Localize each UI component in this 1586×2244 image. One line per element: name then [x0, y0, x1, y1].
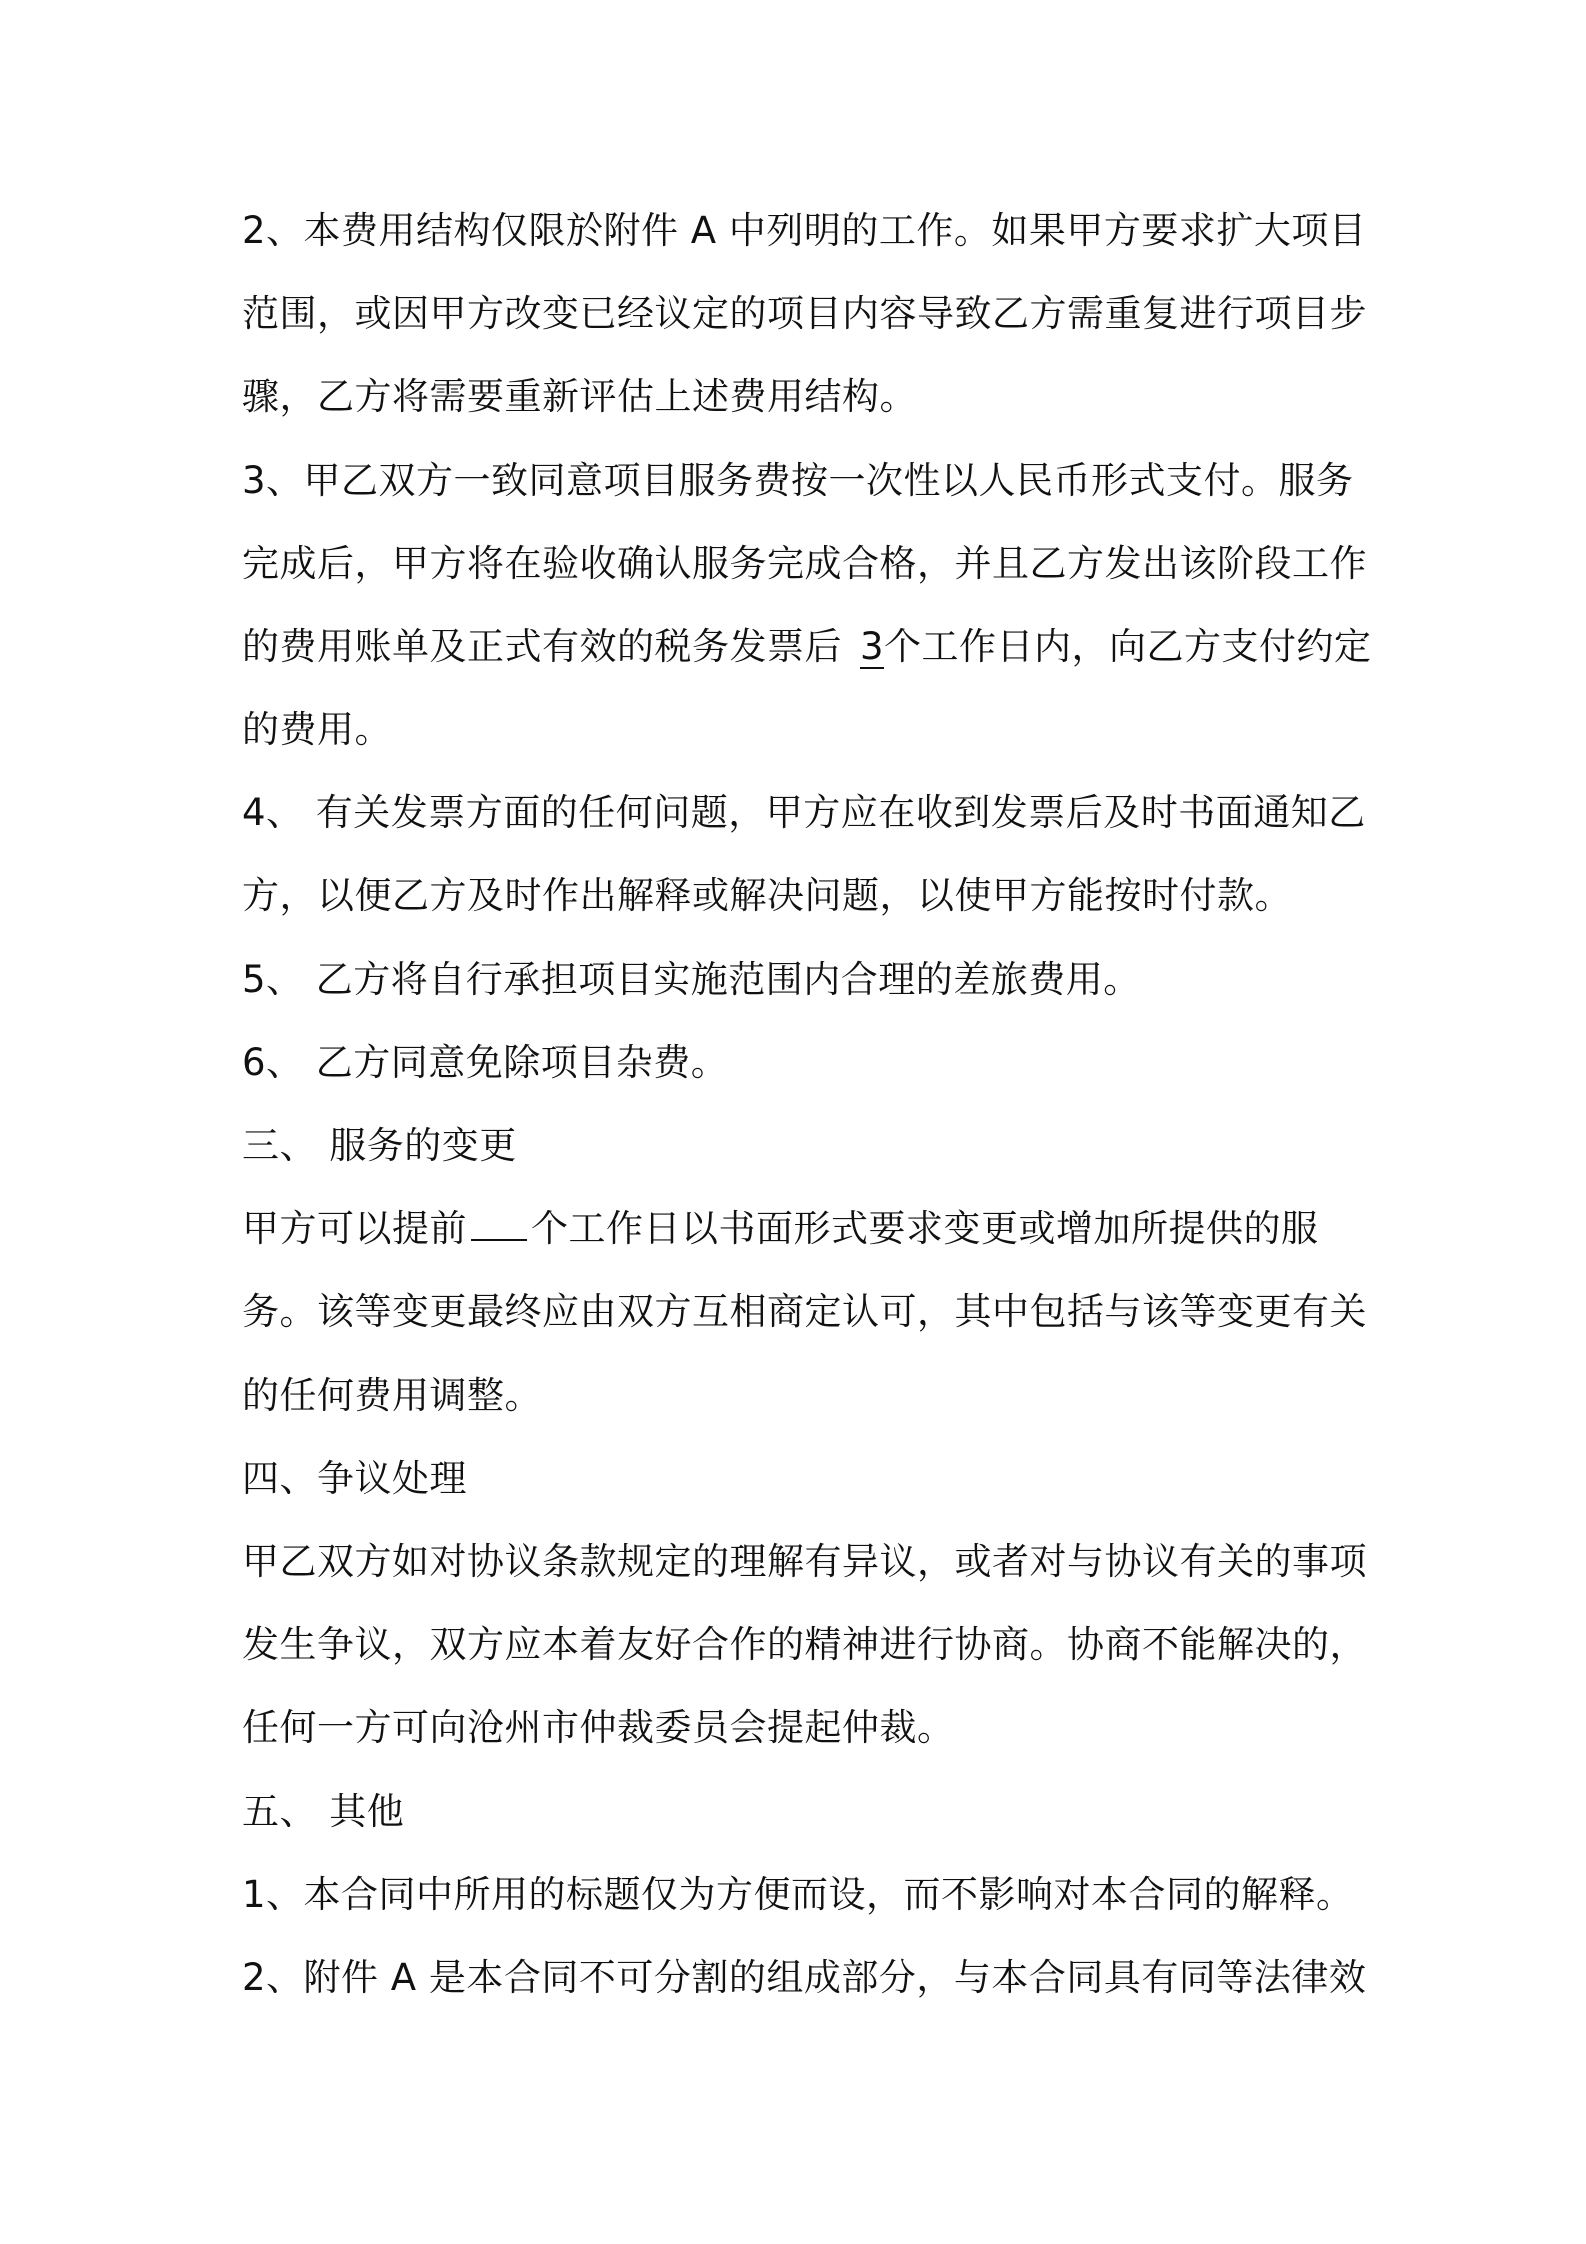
paragraph-line: 2、本费用结构仅限於附件 A 中列明的工作。如果甲方要求扩大项目: [242, 209, 1367, 252]
blank-field: [471, 1203, 527, 1241]
section-heading: 五、 其他: [242, 1790, 405, 1833]
line-text: 个工作日以书面形式要求变更或增加所提供的服: [531, 1207, 1319, 1250]
section-heading: 三、 服务的变更: [242, 1124, 517, 1167]
paragraph-line: 任何一方可向沧州市仲裁委员会提起仲裁。: [242, 1706, 955, 1749]
paragraph-line: [242, 1203, 1362, 1255]
paragraph-line: 发生争议，双方应本着友好合作的精神进行协商。协商不能解决的，: [242, 1623, 1367, 1666]
line-text: 甲方可以提前: [242, 1207, 467, 1250]
paragraph-line: 骤，乙方将需要重新评估上述费用结构。: [242, 375, 917, 418]
section-heading: 四、争议处理: [242, 1457, 467, 1500]
line-text: 个工作日内，向乙方支付约定: [884, 625, 1372, 668]
paragraph-line: 5、 乙方将自行承担项目实施范围内合理的差旅费用。: [242, 958, 1141, 1001]
paragraph-line: 的费用。: [242, 708, 392, 751]
paragraph-line: 方，以便乙方及时作出解释或解决问题，以使甲方能按时付款。: [242, 874, 1292, 917]
paragraph-line: 6、 乙方同意免除项目杂费。: [242, 1041, 729, 1084]
paragraph-line: 1、本合同中所用的标题仅为方便而设，而不影响对本合同的解释。: [242, 1873, 1354, 1916]
paragraph-line: 务。该等变更最终应由双方互相商定认可，其中包括与该等变更有关: [242, 1290, 1367, 1333]
paragraph-line: [242, 621, 1372, 673]
paragraph-line: 2、附件 A 是本合同不可分割的组成部分，与本合同具有同等法律效: [242, 1956, 1367, 1999]
paragraph-line: 的任何费用调整。: [242, 1374, 542, 1417]
payment-days-value: 3: [860, 625, 885, 668]
paragraph-line: 完成后，甲方将在验收确认服务完成合格，并且乙方发出该阶段工作: [242, 542, 1367, 585]
line-text: 的费用账单及正式有效的税务发票后: [242, 625, 842, 668]
paragraph-line: 3、甲乙双方一致同意项目服务费按一次性以人民币形式支付。服务: [242, 459, 1354, 502]
paragraph-line: 甲乙双方如对协议条款规定的理解有异议，或者对与协议有关的事项: [242, 1540, 1367, 1583]
paragraph-line: 4、 有关发票方面的任何问题，甲方应在收到发票后及时书面通知乙: [242, 791, 1366, 834]
paragraph-line: 范围，或因甲方改变已经议定的项目内容导致乙方需重复进行项目步: [242, 292, 1367, 335]
